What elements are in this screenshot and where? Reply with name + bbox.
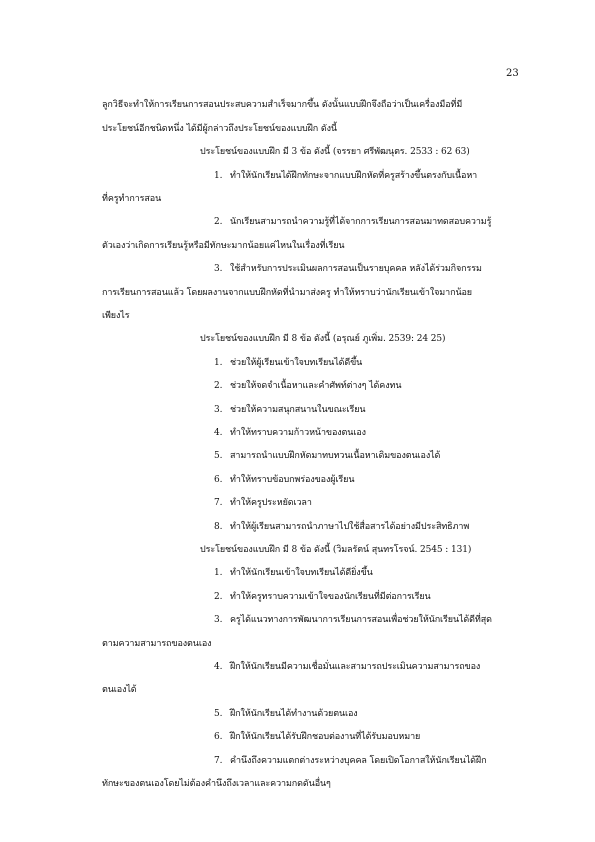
list-item: 4. ทำให้ทราบความก้าวหน้าของตนเอง bbox=[214, 428, 366, 438]
source1-heading: ประโยชน์ของแบบฝึก มี 3 ข้อ ดังนี้ (จรรยา ศรีพัฒนุตร. 2533 : 62 63) bbox=[200, 147, 470, 157]
list-item: 2. ช่วยให้จดจำเนื้อหาและคำศัพท์ต่างๆ ได้คงทน bbox=[214, 381, 402, 391]
list-item: 2. นักเรียนสามารถนำความรู้ที่ได้จากการเรียนการสอนมาทดสอบความรู้ bbox=[214, 217, 492, 227]
list-item-continuation: ทักษะของตนเองโดยไม่ต้องคำนึงถึงเวลาและความกดดันอื่นๆ bbox=[102, 779, 331, 789]
list-item: 5. สามารถนำแบบฝึกหัดมาทบทวนเนื้อหาเดิมของตนเองได้ bbox=[214, 451, 441, 461]
list-item-continuation: ที่ครูทำการสอน bbox=[102, 194, 162, 204]
list-item: 8. ทำให้ผู้เรียนสามารถนำภาษาไปใช้สื่อสารได้อย่างมีประสิทธิภาพ bbox=[214, 522, 470, 532]
list-item-continuation: ตัวเองว่าเกิดการเรียนรู้หรือมีทักษะมากน้อยแค่ไหนในเรื่องที่เรียน bbox=[102, 241, 345, 251]
page-number: 23 bbox=[506, 68, 519, 79]
list-item: 1. ช่วยให้ผู้เรียนเข้าใจบทเรียนได้ดีขึ้น bbox=[214, 358, 363, 368]
list-item: 3. ครูได้แนวทางการพัฒนาการเรียนการสอนเพื่อช่วยให้นักเรียนได้ดีที่สุด bbox=[214, 615, 492, 625]
list-item: 6. ทำให้ทราบข้อบกพร่องของผู้เรียน bbox=[214, 475, 355, 485]
list-item: 7. คำนึงถึงความแตกต่างระหว่างบุคคล โดยเปิดโอกาสให้นักเรียนได้ฝึก bbox=[214, 756, 487, 766]
list-item: 3. ใช้สำหรับการประเมินผลการสอนเป็นรายบุคคล หลังได้ร่วมกิจกรรม bbox=[214, 264, 482, 274]
list-item-continuation: การเรียนการสอนแล้ว โดยผลงานจากแบบฝึกหัดที่นำมาส่งครู ทำให้ทราบว่านักเรียนเข้าใจมากน้อย bbox=[102, 288, 472, 298]
intro-line-1: ลูกวิธีจะทำให้การเรียนการสอนประสบความสำเร็จมากขึ้น ดังนั้นแบบฝึกจึงถือว่าเป็นเครื่องมือที่มี bbox=[102, 100, 463, 110]
source3-heading: ประโยชน์ของแบบฝึก มี 8 ข้อ ดังนี้ (วิมลรัตน์ สุนทรโรจน์. 2545 : 131) bbox=[200, 545, 472, 555]
list-item: 7. ทำให้ครูประหยัดเวลา bbox=[214, 498, 312, 508]
list-item: 5. ฝึกให้นักเรียนได้ทำงานด้วยตนเอง bbox=[214, 709, 358, 719]
list-item: 2. ทำให้ครูทราบความเข้าใจของนักเรียนที่มีต่อการเรียน bbox=[214, 592, 431, 602]
list-item-continuation: ตามความสามารถของตนเอง bbox=[102, 639, 212, 649]
list-item: 4. ฝึกให้นักเรียนมีความเชื่อมั่นและสามารถประเมินความสามารถของ bbox=[214, 662, 481, 672]
list-item: 3. ช่วยให้ความสนุกสนานในขณะเรียน bbox=[214, 405, 366, 415]
list-item: 6. ฝึกให้นักเรียนได้รับฝึกชอบต่องานที่ได้รับมอบหมาย bbox=[214, 732, 421, 742]
list-item-continuation: ตนเองได้ bbox=[102, 685, 137, 695]
list-item: 1. ทำให้นักเรียนเข้าใจบทเรียนได้ดียิ่งขึ้น bbox=[214, 568, 373, 578]
list-item-continuation: เพียงไร bbox=[102, 311, 130, 321]
intro-line-2: ประโยชน์อีกชนิดหนึ่ง ได้มีผู้กล่าวถึงประโยชน์ของแบบฝึก ดังนี้ bbox=[102, 124, 337, 134]
source2-heading: ประโยชน์ของแบบฝึก มี 8 ข้อ ดังนี้ (อรุณย์ ภูเพิ่ม. 2539: 24 25) bbox=[200, 334, 446, 344]
list-item: 1. ทำให้นักเรียนได้ฝึกทักษะจากแบบฝึกหัดที่ครูสร้างขึ้นตรงกับเนื้อหา bbox=[214, 171, 478, 181]
